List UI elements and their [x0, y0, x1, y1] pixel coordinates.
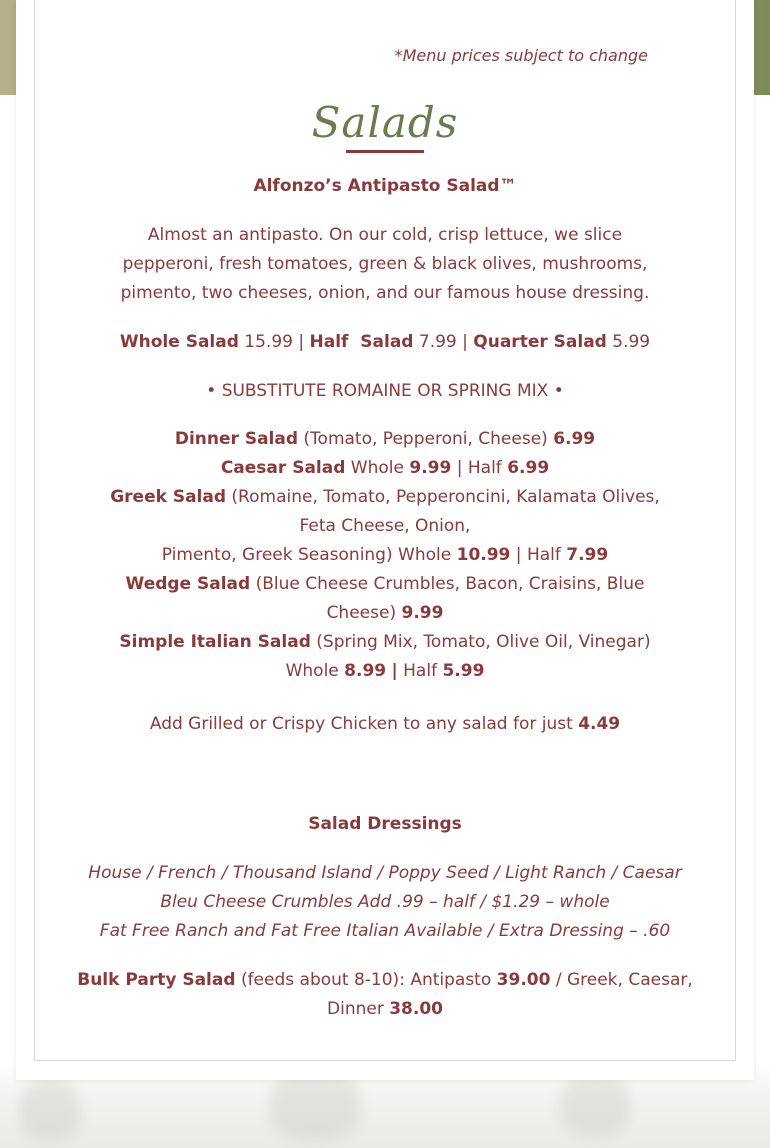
salad-price: 9.99 [409, 458, 452, 478]
salad-name: Greek Salad [110, 487, 227, 507]
antipasto-description: Almost an antipasto. On our cold, crisp lettuce, we slice pepperoni, fresh tomatoes, green & black olives, mushrooms, pimento, two cheeses, onion, and our famous house dressing. [120, 225, 650, 303]
bulk-details: / Greek, Caesar, [555, 970, 693, 990]
size-label: Half [526, 545, 561, 565]
dressing-line: House / French / Thousand Island / Poppy Seed / Light Ranch / Caesar [88, 863, 682, 883]
bulk-name: Bulk Party Salad [77, 970, 236, 990]
list-item [80, 570, 690, 628]
price-separator: | [456, 458, 463, 478]
salad-name: Dinner Salad [174, 429, 299, 449]
addon-text: Add Grilled or Crispy Chicken to any salad for just [149, 714, 573, 734]
salad-details: (Spring Mix, Tomato, Olive Oil, Vinegar) [316, 632, 651, 652]
salad-name: Simple Italian Salad [119, 632, 311, 652]
size-label: Whole [350, 458, 404, 478]
salad-details: Cheese) [326, 603, 397, 623]
salad-price: 6.99 [507, 458, 550, 478]
salad-price: 10.99 [456, 545, 511, 565]
salad-name: Caesar Salad [220, 458, 346, 478]
size-label: Half [467, 458, 502, 478]
salad-price: 5.99 [442, 661, 485, 681]
bulk-details: Dinner [327, 999, 384, 1019]
size-label: Whole [285, 661, 339, 681]
bulk-price: 38.00 [389, 999, 443, 1019]
list-item [80, 483, 690, 570]
size-label: Whole [398, 545, 452, 565]
salad-name: Wedge Salad [125, 574, 251, 594]
price-separator: | [462, 332, 468, 352]
dressing-line: Fat Free Ranch and Fat Free Italian Available / Extra Dressing – .60 [99, 921, 671, 941]
salad-details: Pimento, Greek Seasoning) [161, 545, 393, 565]
salad-details: (Blue Cheese Crumbles, Bacon, Craisins, Blue [255, 574, 645, 594]
dressing-line: Bleu Cheese Crumbles Add .99 – half / $1.29 – whole [160, 892, 610, 912]
list-item [80, 628, 690, 686]
salad-price: 8.99 [344, 661, 387, 681]
antipasto-prices [80, 328, 690, 357]
dressings-title: Salad Dressings [308, 814, 462, 834]
salad-list [80, 425, 690, 686]
whole-salad-price: 15.99 [244, 332, 293, 352]
bulk-party-salad [60, 966, 710, 1024]
bulk-details: (feeds about 8-10): Antipasto [240, 970, 492, 990]
bulk-price: 39.00 [496, 970, 551, 990]
chicken-addon [80, 710, 690, 739]
salad-price: 7.99 [566, 545, 609, 565]
salad-details: Feta Cheese, Onion, [299, 516, 471, 536]
quarter-salad-price: 5.99 [612, 332, 651, 352]
price-notice: *Menu prices subject to change [394, 46, 648, 65]
list-item [80, 425, 690, 454]
salad-details: (Tomato, Pepperoni, Cheese) [303, 429, 548, 449]
price-separator: | [298, 332, 305, 352]
price-separator: | [391, 661, 398, 681]
substitute-note: • SUBSTITUTE ROMAINE OR SPRING MIX • [206, 381, 564, 401]
salad-price: 6.99 [553, 429, 596, 449]
price-separator: | [515, 545, 522, 565]
half-salad-label: Half Salad [309, 332, 414, 352]
addon-price: 4.49 [578, 714, 621, 734]
quarter-salad-label: Quarter Salad [473, 332, 607, 352]
size-label: Half [403, 661, 438, 681]
section-title: Salads [311, 98, 459, 147]
antipasto-title: Alfonzo’s Antipasto Salad™ [253, 176, 517, 196]
dressings-list [40, 859, 730, 946]
half-salad-price: 7.99 [418, 332, 457, 352]
list-item [80, 454, 690, 483]
title-underline [346, 150, 424, 153]
whole-salad-label: Whole Salad [119, 332, 239, 352]
salad-details: (Romaine, Tomato, Pepperoncini, Kalamata Olives, [231, 487, 660, 507]
salad-price: 9.99 [401, 603, 444, 623]
